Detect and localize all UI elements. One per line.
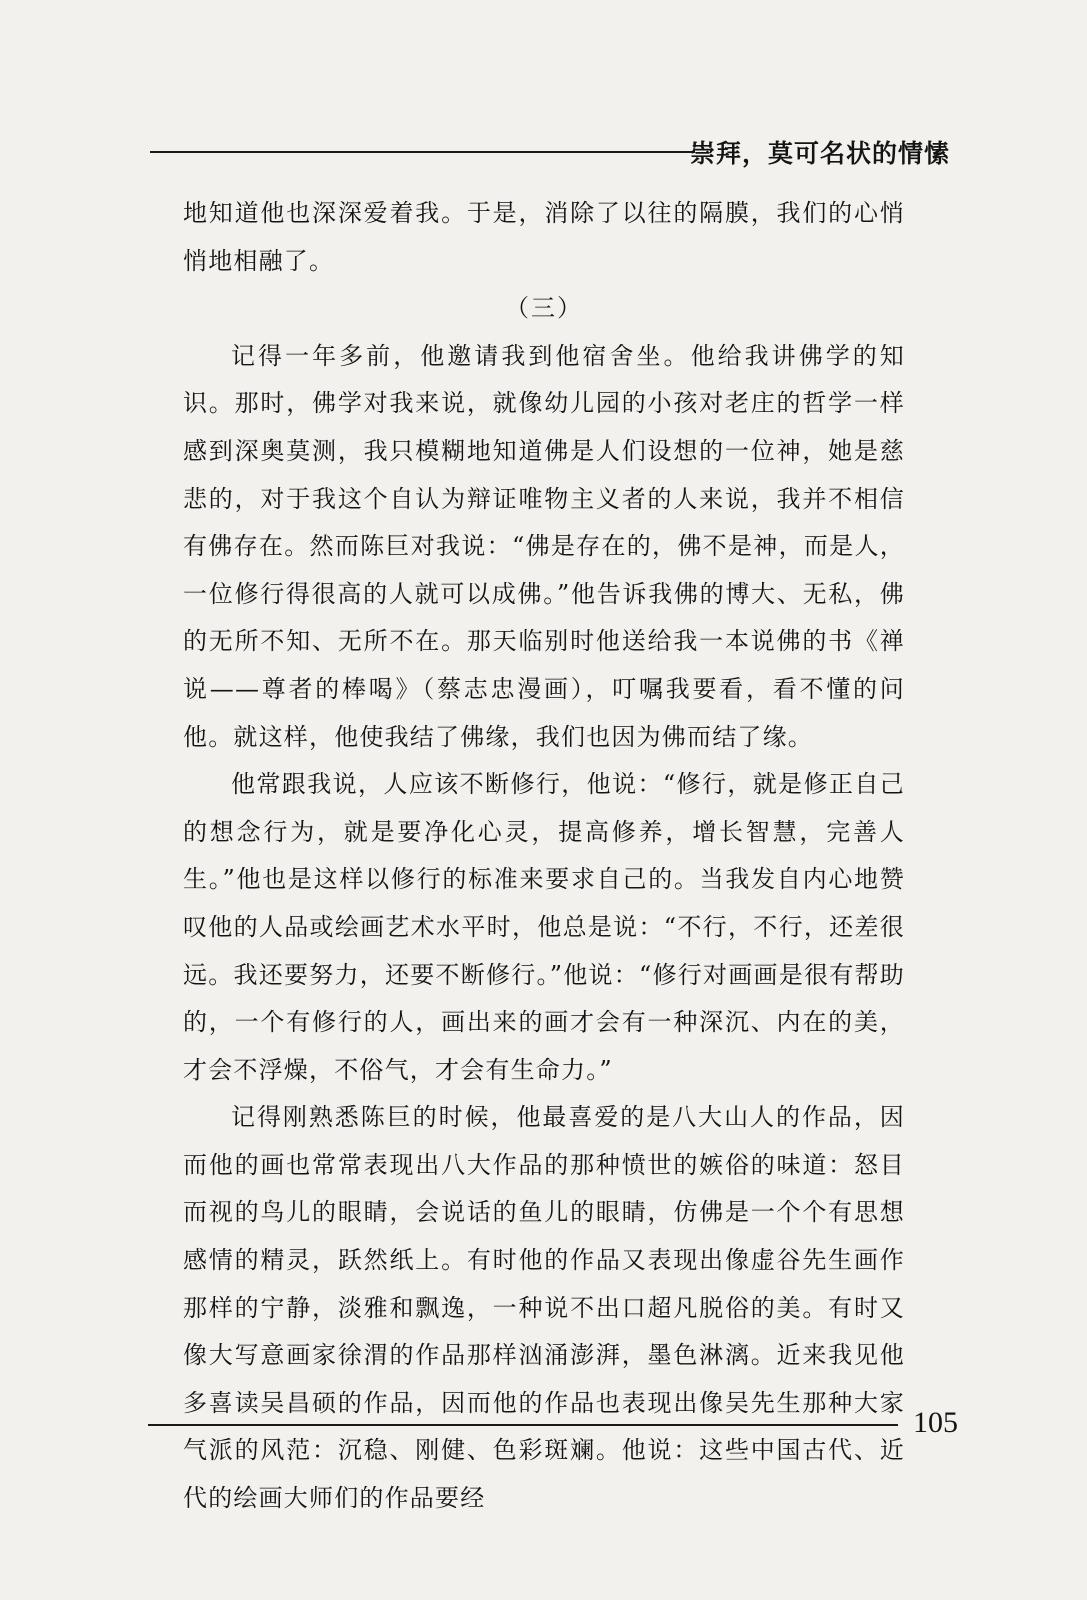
page-number: 105 [913, 1406, 958, 1439]
section-heading: （三） [505, 294, 583, 323]
body-text [183, 190, 905, 1523]
chapter-title: 崇拜，莫可名状的情愫 [689, 139, 950, 168]
page-footer [148, 1405, 958, 1445]
paragraph-2: 他常跟我说，人应该不断修行，他说：“修行，就是修正自己的想念行为，就是要净化心灵，提高修养，增长智慧，完善人生。”他也是这样以修行的标准来要求自己的。当我发自内心地赞叹他的人品或绘画艺术水平时，他总是说：“不行，不行，还差很远。我还要努力，还要不断修行。”他说：“修行对画画是很有帮助的，一个有修行的人，画出来的画才会有一种深沉、内在的美，才会不浮燥，不俗气，才会有生命力。” [183, 770, 905, 1084]
footer-rule [148, 1424, 898, 1426]
header-rule [150, 151, 695, 153]
paragraph-1: 记得一年多前，他邀请我到他宿舍坐。他给我讲佛学的知识。那时，佛学对我来说，就像幼儿园的小孩对老庄的哲学一样感到深奥莫测，我只模糊地知道佛是人们设想的一位神，她是慈悲的，对于我这个自认为辩证唯物主义者的人来说，我并不相信有佛存在。然而陈巨对我说：“佛是存在的，佛不是神，而是人，一位修行得很高的人就可以成佛。”他告诉我佛的博大、无私，佛的无所不知、无所不在。那天临别时他送给我一本说佛的书《禅说——尊者的棒喝》（蔡志忠漫画），叮嘱我要看，看不懂的问他。就这样，他使我结了佛缘，我们也因为佛而结了缘。 [183, 341, 905, 751]
paragraph-continuation: 地知道他也深深爱着我。于是，消除了以往的隔膜，我们的心悄悄地相融了。 [183, 199, 905, 275]
running-header [150, 128, 950, 174]
paragraph-3: 记得刚熟悉陈巨的时候，他最喜爱的是八大山人的作品，因而他的画也常常表现出八大作品的那种愤世的嫉俗的味道：怒目而视的鸟儿的眼睛，会说话的鱼儿的眼睛，仿佛是一个个有思想感情的精灵，跃然纸上。有时他的作品又表现出像虚谷先生画作那样的宁静，淡雅和飘逸，一种说不出口超凡脱俗的美。有时又像大写意画家徐渭的作品那样汹涌澎湃，墨色淋漓。近来我见他多喜读吴昌硕的作品，因而他的作品也表现出像吴先生那种大家气派的风范：沉稳、刚健、色彩斑斓。他说：这些中国古代、近代的绘画大师们的作品要经 [183, 1103, 905, 1513]
